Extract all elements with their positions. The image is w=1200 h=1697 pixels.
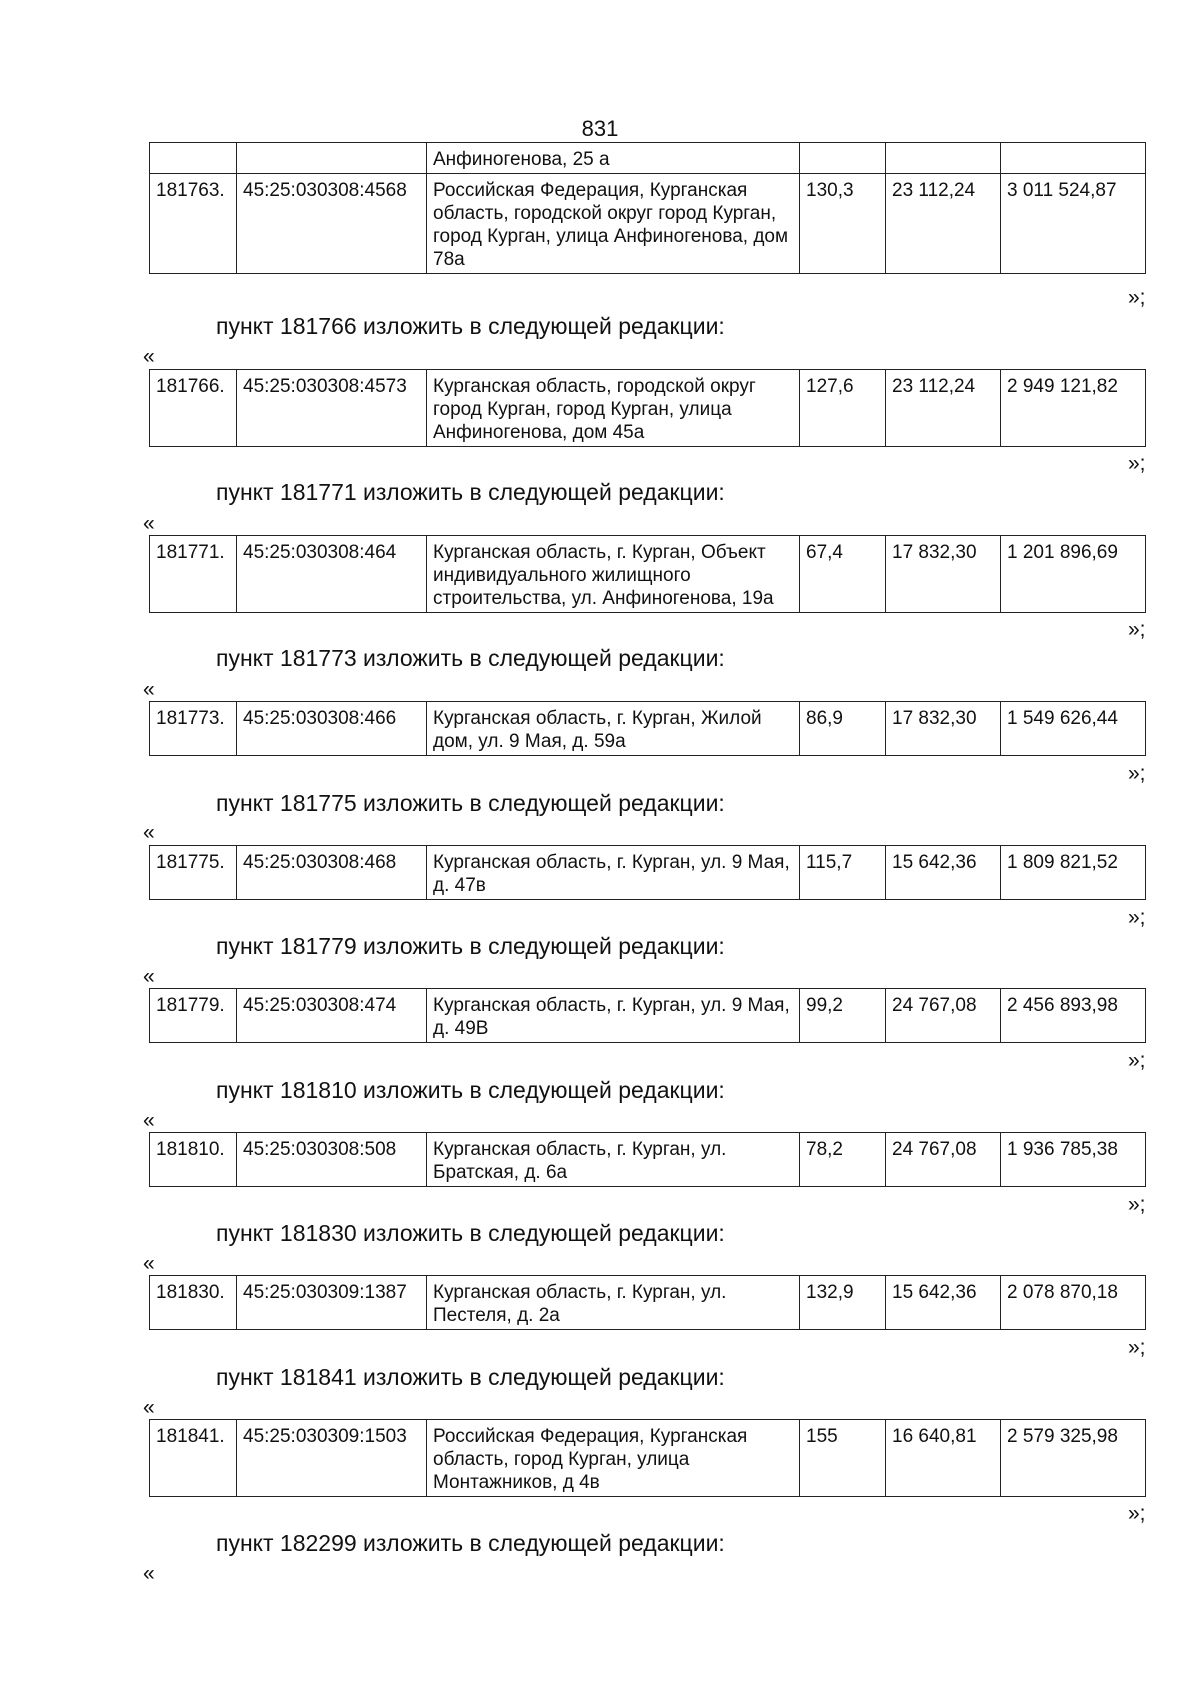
cell-address: Курганская область, г. Курган, ул. 9 Мая, д. 47в — [427, 846, 800, 900]
cell-area — [800, 143, 886, 174]
closing-quote: »; — [1128, 1502, 1146, 1525]
closing-quote: »; — [1128, 618, 1146, 641]
closing-quote: »; — [1128, 906, 1146, 929]
cell-area: 99,2 — [800, 989, 886, 1043]
amendment-heading: пункт 181810 изложить в следующей редакции: — [216, 1077, 725, 1103]
cell-address: Российская Федерация, Курганская область, город Курган, улица Монтажников, д 4в — [427, 1420, 800, 1497]
cell-area: 115,7 — [800, 846, 886, 900]
opening-quote: « — [143, 1562, 155, 1585]
cell-rate: 17 832,30 — [886, 702, 1001, 756]
cell-address: Курганская область, г. Курган, Объект индивидуального жилищного строительства, ул. Анфиногенова, 19а — [427, 536, 800, 613]
record-table — [149, 988, 1146, 1043]
cell-area: 67,4 — [800, 536, 886, 613]
cell-area: 127,6 — [800, 370, 886, 447]
cell-number: 181779. — [150, 989, 237, 1043]
cell-value: 1 809 821,52 — [1001, 846, 1146, 900]
amendment-heading: пункт 181830 изложить в следующей редакции: — [216, 1220, 725, 1246]
table-row — [150, 846, 1146, 900]
table-row — [150, 174, 1146, 274]
cell-address: Российская Федерация, Курганская область, городской округ город Курган, город Курган, улица Анфиногенова, дом 78а — [427, 174, 800, 274]
cell-rate: 15 642,36 — [886, 846, 1001, 900]
cell-cadastral: 45:25:030308:474 — [237, 989, 427, 1043]
cell-area: 132,9 — [800, 1276, 886, 1330]
cell-value: 2 078 870,18 — [1001, 1276, 1146, 1330]
table-row — [150, 536, 1146, 613]
closing-quote: »; — [1128, 1336, 1146, 1359]
page-number: 831 — [581, 116, 619, 141]
cell-cadastral: 45:25:030308:4573 — [237, 370, 427, 447]
cell-address: Курганская область, г. Курган, ул. Братская, д. 6а — [427, 1133, 800, 1187]
opening-quote: « — [143, 678, 155, 701]
table-row — [150, 1133, 1146, 1187]
cell-area: 155 — [800, 1420, 886, 1497]
record-table — [149, 845, 1146, 900]
cell-address: Анфиногенова, 25 а — [427, 143, 800, 174]
table-row — [150, 1420, 1146, 1497]
record-table — [149, 1132, 1146, 1187]
cell-cadastral: 45:25:030309:1387 — [237, 1276, 427, 1330]
record-table — [149, 1275, 1146, 1330]
amendment-heading: пункт 181775 изложить в следующей редакции: — [216, 790, 725, 816]
cell-rate: 24 767,08 — [886, 989, 1001, 1043]
opening-quote: « — [143, 965, 155, 988]
cell-value: 2 456 893,98 — [1001, 989, 1146, 1043]
cell-address: Курганская область, городской округ город Курган, город Курган, улица Анфиногенова, дом 45а — [427, 370, 800, 447]
cell-value — [1001, 143, 1146, 174]
cell-rate: 17 832,30 — [886, 536, 1001, 613]
cell-area: 86,9 — [800, 702, 886, 756]
opening-quote: « — [143, 1252, 155, 1275]
record-table — [149, 369, 1146, 447]
opening-quote: « — [143, 345, 155, 368]
cell-number: 181841. — [150, 1420, 237, 1497]
table-row — [150, 1276, 1146, 1330]
cell-number: 181810. — [150, 1133, 237, 1187]
cell-rate: 23 112,24 — [886, 370, 1001, 447]
cell-value: 3 011 524,87 — [1001, 174, 1146, 274]
cell-rate: 23 112,24 — [886, 174, 1001, 274]
cell-number: 181771. — [150, 536, 237, 613]
record-table — [149, 1419, 1146, 1497]
table-row — [150, 143, 1146, 174]
table-row — [150, 989, 1146, 1043]
cell-cadastral: 45:25:030309:1503 — [237, 1420, 427, 1497]
cell-rate: 15 642,36 — [886, 1276, 1001, 1330]
cell-cadastral: 45:25:030308:468 — [237, 846, 427, 900]
cell-rate — [886, 143, 1001, 174]
table-row — [150, 370, 1146, 447]
cell-area: 130,3 — [800, 174, 886, 274]
opening-quote: « — [143, 512, 155, 535]
cell-value: 1 201 896,69 — [1001, 536, 1146, 613]
amendment-heading: пункт 181841 изложить в следующей редакции: — [216, 1364, 725, 1390]
amendment-heading: пункт 182299 изложить в следующей редакции: — [216, 1530, 725, 1556]
cell-value: 2 949 121,82 — [1001, 370, 1146, 447]
closing-quote: »; — [1128, 1049, 1146, 1072]
cell-cadastral: 45:25:030308:508 — [237, 1133, 427, 1187]
record-table — [149, 701, 1146, 756]
amendment-heading: пункт 181779 изложить в следующей редакции: — [216, 933, 725, 959]
closing-quote: »; — [1128, 762, 1146, 785]
cell-address: Курганская область, г. Курган, ул. Пестеля, д. 2а — [427, 1276, 800, 1330]
cell-cadastral: 45:25:030308:464 — [237, 536, 427, 613]
cell-cadastral: 45:25:030308:4568 — [237, 174, 427, 274]
cell-value: 1 936 785,38 — [1001, 1133, 1146, 1187]
cell-value: 2 579 325,98 — [1001, 1420, 1146, 1497]
cell-address: Курганская область, г. Курган, Жилой дом, ул. 9 Мая, д. 59а — [427, 702, 800, 756]
table-row — [150, 702, 1146, 756]
cell-number: 181775. — [150, 846, 237, 900]
cell-cadastral — [237, 143, 427, 174]
closing-quote: »; — [1128, 1193, 1146, 1216]
record-table-first — [149, 142, 1146, 274]
cell-number: 181830. — [150, 1276, 237, 1330]
cell-value: 1 549 626,44 — [1001, 702, 1146, 756]
cell-number: 181773. — [150, 702, 237, 756]
cell-number: 181763. — [150, 174, 237, 274]
cell-rate: 24 767,08 — [886, 1133, 1001, 1187]
cell-number: 181766. — [150, 370, 237, 447]
amendment-heading: пункт 181766 изложить в следующей редакции: — [216, 313, 725, 339]
opening-quote: « — [143, 1109, 155, 1132]
amendment-heading: пункт 181773 изложить в следующей редакции: — [216, 645, 725, 671]
cell-rate: 16 640,81 — [886, 1420, 1001, 1497]
cell-cadastral: 45:25:030308:466 — [237, 702, 427, 756]
cell-area: 78,2 — [800, 1133, 886, 1187]
amendment-heading: пункт 181771 изложить в следующей редакции: — [216, 479, 725, 505]
closing-quote: »; — [1128, 452, 1146, 475]
record-table — [149, 535, 1146, 613]
cell-address: Курганская область, г. Курган, ул. 9 Мая, д. 49В — [427, 989, 800, 1043]
opening-quote: « — [143, 821, 155, 844]
closing-quote: »; — [1128, 286, 1146, 309]
cell-number — [150, 143, 237, 174]
opening-quote: « — [143, 1396, 155, 1419]
